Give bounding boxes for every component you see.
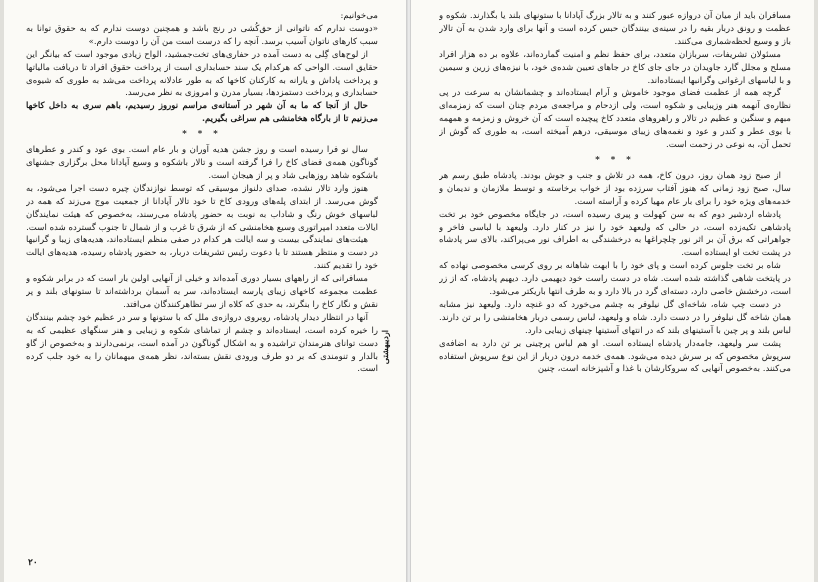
paragraph: در دست چپ شاه، شاخه‌ای گل نیلوفر به چشم می‌خورد که دو غنچه دارد. ولیعهد نیز مشابه همان شاخه گل نیلوفر را در دست دارد. شاه و ولیعهد، لباس رسمی دربار هخامنشی را بر تن دارند. لباس بلند و پر چین با آستینهای بلند که در انتهای آستینها چینهای زیبایی دارد. [439,299,791,336]
section-divider: * * * [182,129,222,140]
paragraph: مسافرانی که از راههای بسیار دوری آمده‌اند و خیلی از آنهایی اولین بار است که در برابر شکوه و عظمت مجموعه کاخهای زیبای پارسه ایستاده‌اند، سر به آسمان برداشته‌اند تا ستونهای بلند و پر نقش و نگار کاخ را بنگرند، به حدی که کلاه از سر تظاهرکنندگان می‌افتد. [26,274,378,310]
paragraph: پشت سر ولیعهد، جامه‌دار پادشاه ایستاده است. او هم لباس پرچینی بر تن دارد به اضافه‌ی سرپوش مخصوص که بر سرش دیده می‌شود. همه‌ی خدمه درون دربار از این نوع سرپوش استفاده می‌کنند. به‌خصوص آنهایی که سروکارشان با غذا و آشپزخانه است، چنین [439,338,791,375]
left-page [0,0,408,582]
paragraph: هیئت‌های نمایندگی بیست و سه ایالت هر کدام در صفی منظم ایستاده‌اند، هدیه‌های زیبا و گرانبها در دست و منتظر هستند تا با دعوت رئیس تشریفات دربار، به حضور پادشاه رسیده، هدیه‌های ایالت خود را تقدیم کنند. [26,235,378,272]
paragraph: می‌خوانیم: [340,11,378,21]
running-section-label: اردیبهشتی [380,330,390,365]
page-edge [814,0,818,582]
right-text-column [439,10,791,550]
section-divider: * * * [595,154,635,165]
paragraph: شاه بر تخت جلوس کرده است و پای خود را با ابهت شاهانه بر روی کرسی مخصوصی نهاده که در پایتخت شاهی گذاشته شده است. شاه در دست راست خود دیهیمی دارد. دیهیم پادشاه، که از زر است، درخشش خاصی دارد، دسته‌ای گرد در بالا دارد و به طرف انتها باریکتر می‌شود. [439,261,791,298]
quote-paragraph: «دوست ندارم که ناتوانی از حق‌کُشی در رنج باشد و همچنین دوست ندارم که به حقوق توانا به سبب کارهای ناتوان آسیب برسد. آنچه را که درست است من آن را دوست دارم.» [26,23,378,47]
paragraph: گرچه همه از عظمت فضای موجود خاموش و آرام ایستاده‌اند و چشمانشان به سرعت در پی نظاره‌ی آنهمه هنر وزیبایی و شکوه است، ولی ازدحام و مراجعه‌ی مردم چنان است که زمزمه‌ای مبهم و سنگین و عظیم در تالار و راهروهای متعدد کاخ پیچیده است که آن خروش و زمزمه و همهمه با بوی عطر و کندر و عود و نغمه‌های زیبای موسیقی، درهم آمیخته است، به طوری که گوش از تحمل آن، به نوعی در زحمت است. [439,88,791,151]
paragraph: آنها در انتظار دیدار پادشاه، روبروی دروازه‌ی ملل که با ستونها و سر در عظیم خود چشم بینندگان را خیره کرده است، ایستاده‌اند و چشم از تماشای شکوه و زیبایی و هنر سنگهای عظیمی که به دست توانای هنرمندان تراشیده و به اشکال گوناگون در آمده است، برنمی‌دارند و به‌خصوص از گاو بالدار و تنومندی که بر دو طرف ورودی نقش بسته‌اند، نظر همه‌ی میهمانان را به خود جلب کرده است. [26,312,378,375]
paragraph: مسافران باید از میان آن دروازه عبور کنند و به تالار بزرگ آپادانا با ستونهای بلند یا بگذارند. شکوه و عظمت و رونق دربار بقیه را در سینه‌ی بینندگان حبس کرده است و آنها برای وارد شدن به آن تالار باز و وسیع لحظه‌شماری می‌کنند. [439,11,791,47]
right-page [410,0,818,582]
paragraph: سال نو فرا رسیده است و روز جشن هدیه آوران و بار عام است. بوی عود و کندر و عطرهای گوناگون همه‌ی فضای کاخ را فرا گرفته است و تالار باشکوه و وسیع آپادانا محل برگزاری جشنهای باشکوه شاهد روزهایی شاد و پر از هیجان است. [26,145,378,181]
paragraph: پادشاه اردشیر دوم که به سن کهولت و پیری رسیده است، در جایگاه مخصوص خود بر تخت پادشاهی تکیه‌زده است، در حالی که ولیعهد خود را نیز در کنار دارد. ولیعهد با لباسی فاخر و جواهراتی که برق آن بر اثر نور چلچراغها به درخشندگی به اطراف نور می‌پراکند، بالای سر پادشاه در پشت تخت او ایستاده است. [439,209,791,259]
page-number: ۲۰ [28,558,38,568]
paragraph: هنوز وارد تالار نشده، صدای دلنواز موسیقی که توسط نوازندگان چیره دست اجرا می‌شود، به گوش می‌رسد. از ابتدای پله‌های ورودی کاخ تا خود تالار آپادانا از جمعیت موج می‌زند که همه در لباسهای خوش رنگ و شاداب به نوبت به حضور پادشاه می‌رسند، به‌خصوص که هیئت نمایندگان ایالات متعدد امپراتوری وسیع هخامنشی که از شرق تا غرب و از شمال تا جنوب گسترده شده است. [26,183,378,233]
paragraph: از صبح زود همان روز، درون کاخ، همه در تلاش و جنب و جوش بودند. پادشاه طبق رسم هر سال، صبح زود زمانی که هنوز آفتاب سرزده بود از خواب برخاسته و توسط ملازمان و ندیمان و خدمه‌های ویژه خود را برای بار عام مهیا کرده و آراسته است. [439,170,791,207]
paragraph: از لوح‌های گِلی به دست آمده در حفاری‌های تخت‌جمشید، الواح زیادی موجود است که بیانگر این حقایق است. الواحی که هرکدام یک سند حسابداری است از پرداخت حقوق افراد تا دریافت مالیاتها و پرداخت پاداش و یارانه به کارکنان کاخها که به طور عادلانه پرداخت می‌شد به طوری که شیوه‌ی حسابداری و پرداخت دستمزدها، بسیار مدرن و امروزی به نظر می‌رسد. [26,49,378,99]
paragraph: مسئولان تشریفات، سربازان متعدد، برای حفظ نظم و امنیت گمارده‌اند، علاوه بر ده هزار افراد مسلح و مجلل گارد جاویدان در جای جای کاخ در جاهای تعیین شده‌ی خود، با نیزه‌های زرین و سیمین و با لباسهای ارغوانی وگرانبها ایستاده‌اند. [439,49,791,86]
paragraph: حال از آنجا که ما به آن شهر در آستانه‌ی مراسم نوروز رسیدیم، باهم سری به داخل کاخها می‌زنیم تا از بارگاه هخامنشی هم سراغی بگیریم. [26,101,378,125]
left-text-column [26,10,378,550]
page-edge [0,0,4,582]
